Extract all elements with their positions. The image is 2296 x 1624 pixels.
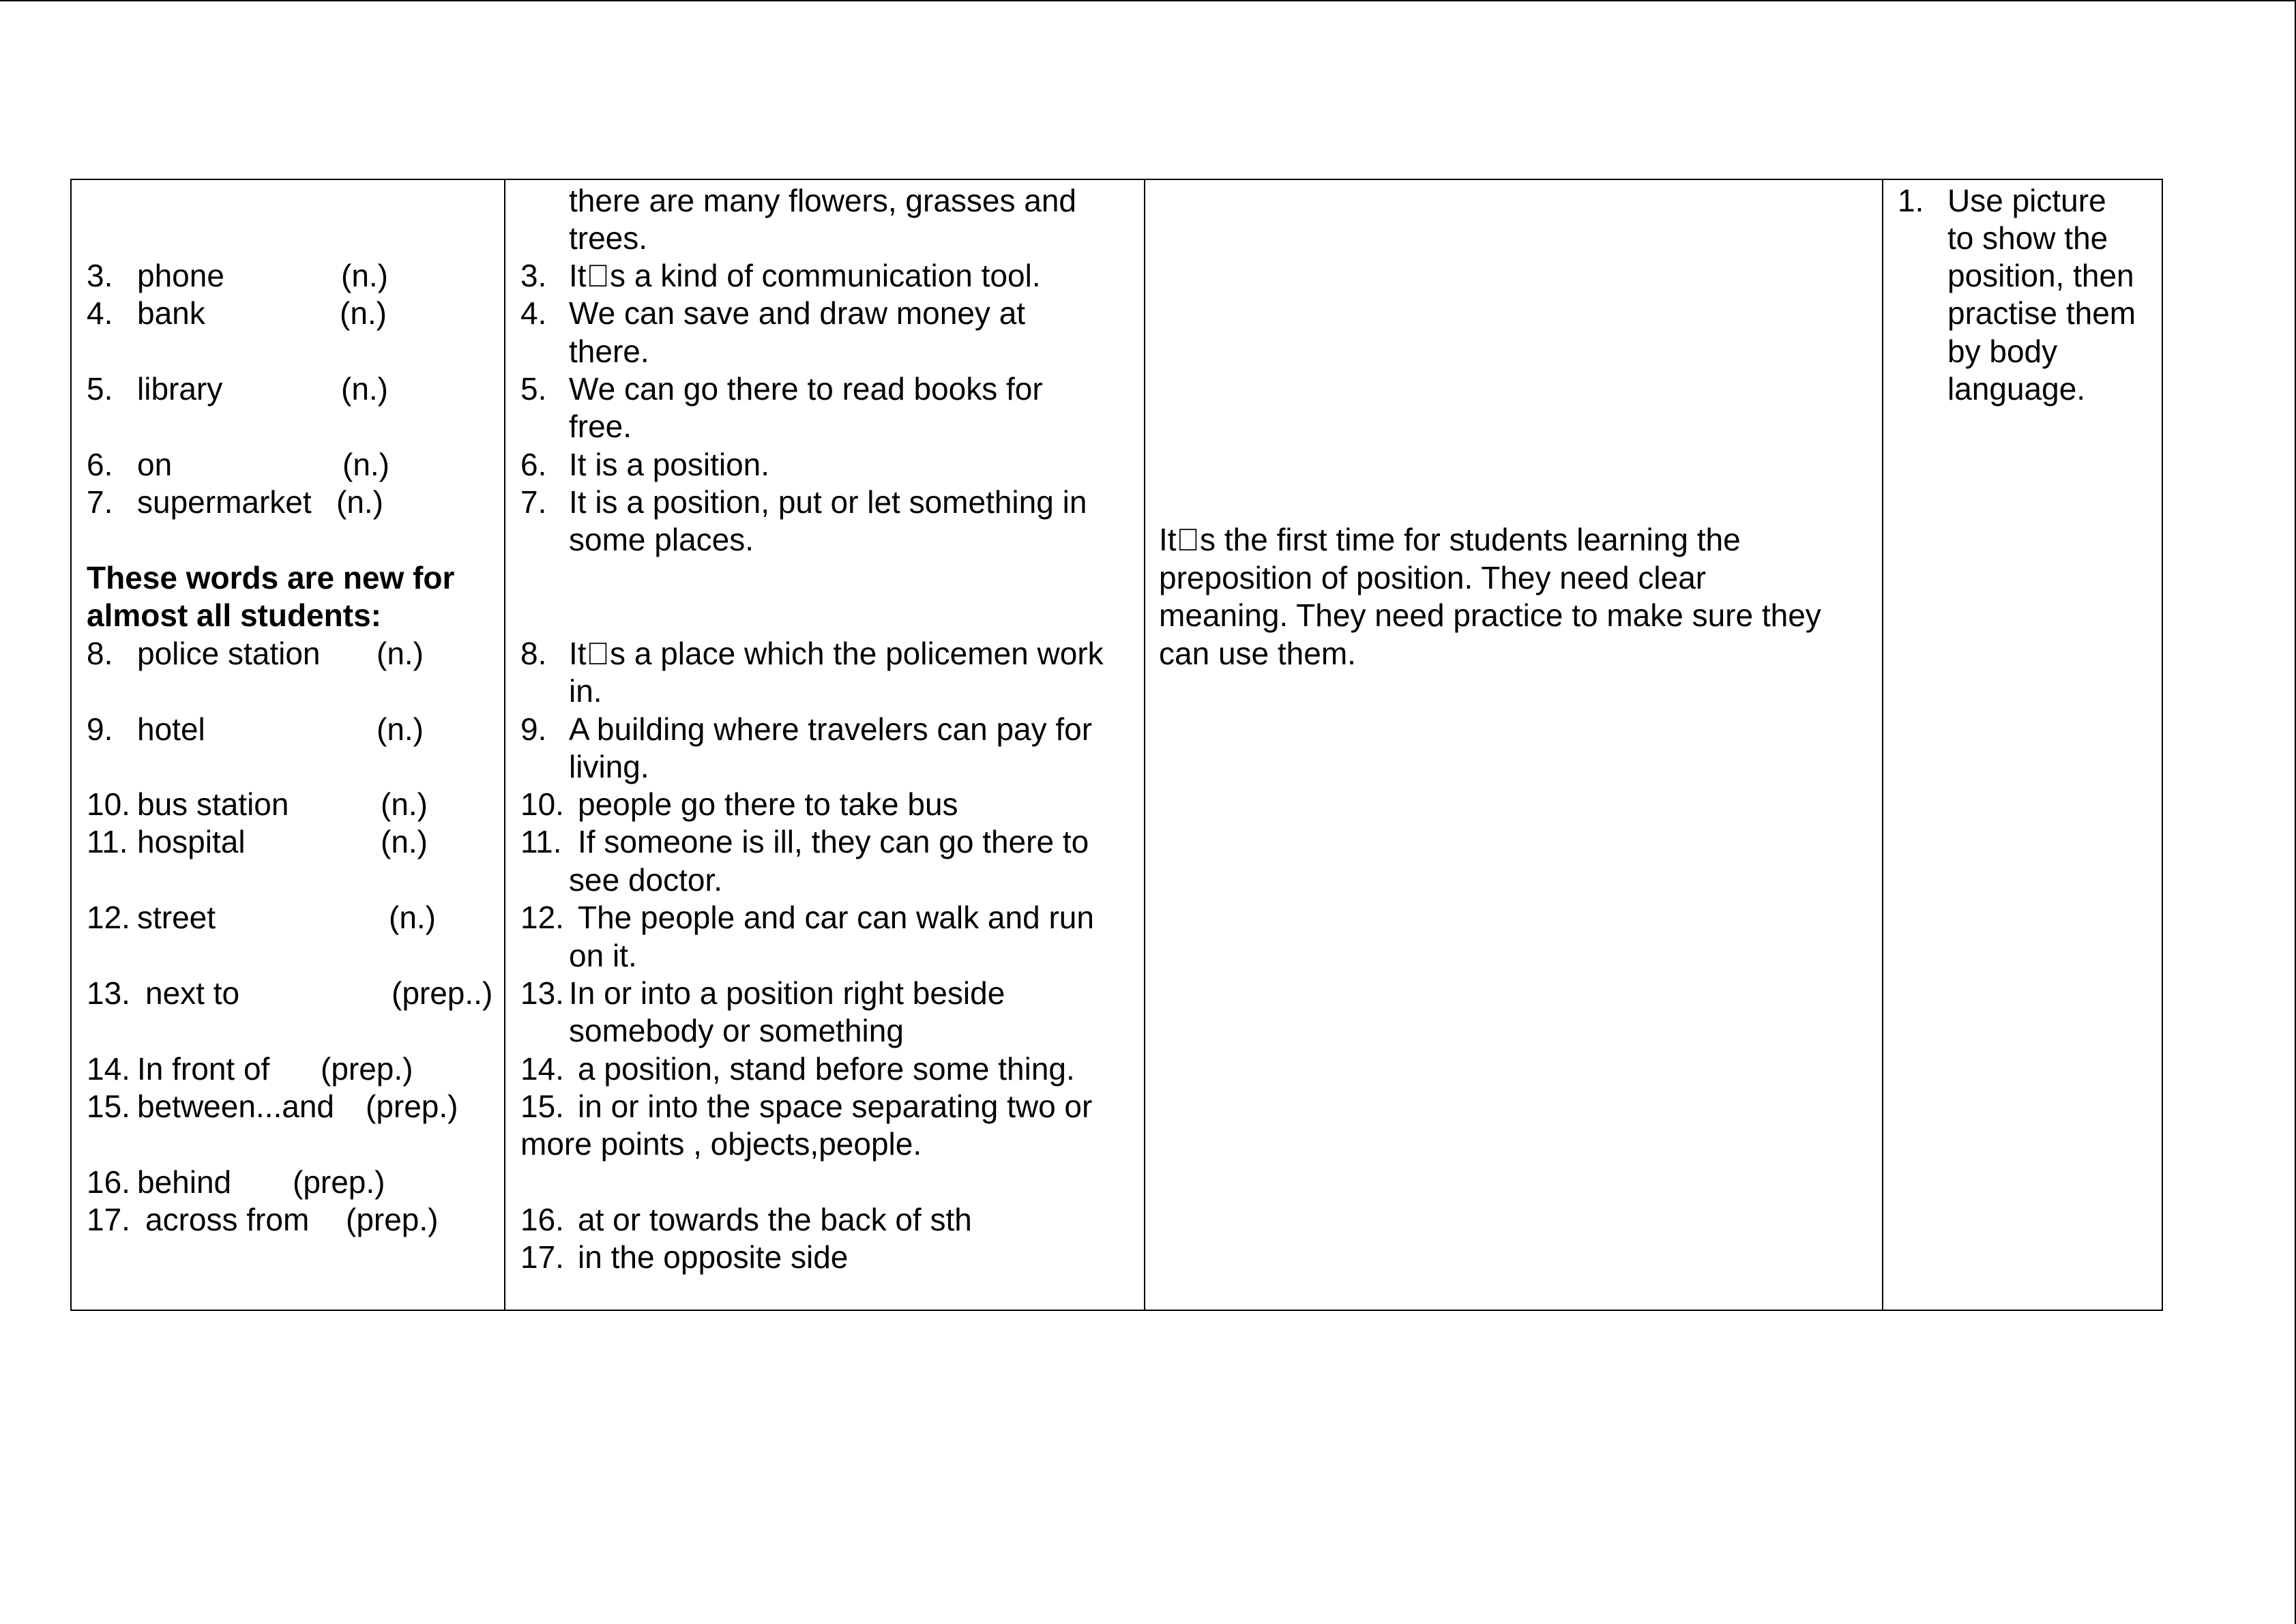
new-words-heading-cont: almost all students: [87, 597, 381, 633]
new-words-heading: These words are new for [87, 560, 455, 595]
method-cell [1883, 179, 2162, 1310]
lesson-plan-table [70, 179, 2163, 1311]
method-line-2: to show the [1947, 220, 2108, 256]
method-line-6: language. [1947, 371, 2086, 407]
definition-item-8-cont: in. [569, 673, 602, 709]
table-row [71, 179, 2162, 1310]
definition-item-13-cont: somebody or something [569, 1013, 904, 1048]
method-line-4: practise them [1947, 295, 2136, 331]
reason-cell [1145, 179, 1883, 1310]
vocabulary-cell: 3. phone (n.) 4. bank (n.) 5. library (n.) 6. on (n.) 7. supermarket (n.) These words are new for almost all students: 8. police station (n.) 9. hotel (n.) 10. bus station (n.) 11. hospital (n.) 12. street (n.) 13. next to (prep..) 14. In front of (prep.) 15. between...and (prep.) 16. behind (prep.) 17. across from (prep.) [71, 179, 505, 1310]
definition-item-5-cont: free. [569, 409, 632, 444]
definitions-cell: there are many flowers, grasses and trees. 3. It s a kind of communication tool. 4. We can save and draw money at there. 5. We can go there to read books for free. 6. It is a position. 7. It is a position, put or let something in some places. 8. It s a place which the policemen work in. 9. A building where travelers can pay for living. 10. people go there to take bus 11. If someone is ill, they can go there to see doctor. 12. The people and car can walk and run on it. 13. In or into a position right beside somebody or something 14. a position, stand before some thing. 15. in or into the space separating two or more points , objects,people. 16. at or towards the back of sth 17. in the opposite side [505, 179, 1145, 1310]
definition-item-15-cont: more points , objects,people. [520, 1126, 922, 1162]
definition-item-7-cont: some places. [569, 522, 754, 557]
method-line-5: by body [1947, 334, 2058, 369]
definition-item-4-cont: there. [569, 334, 649, 369]
reason-line-4: can use them. [1159, 636, 1356, 671]
definition-item-11-cont: see doctor. [569, 862, 723, 898]
definition-intro-cont: trees. [569, 220, 648, 256]
reason-line-1: It s the first time for students learning the [1159, 522, 1726, 557]
definition-item-9-cont: living. [569, 749, 649, 784]
method-number: 1. [1898, 183, 1924, 218]
reason-line-2: preposition of position. They need clear [1159, 560, 1707, 595]
definition-item-12-cont: on it. [569, 938, 637, 973]
reason-line-3: meaning. They need practice to make sure they [1159, 597, 1821, 633]
method-line-1: Use picture [1947, 183, 2106, 218]
method-line-3: position, then [1947, 258, 2134, 293]
definition-intro: there are many flowers, grasses and [569, 183, 1077, 218]
